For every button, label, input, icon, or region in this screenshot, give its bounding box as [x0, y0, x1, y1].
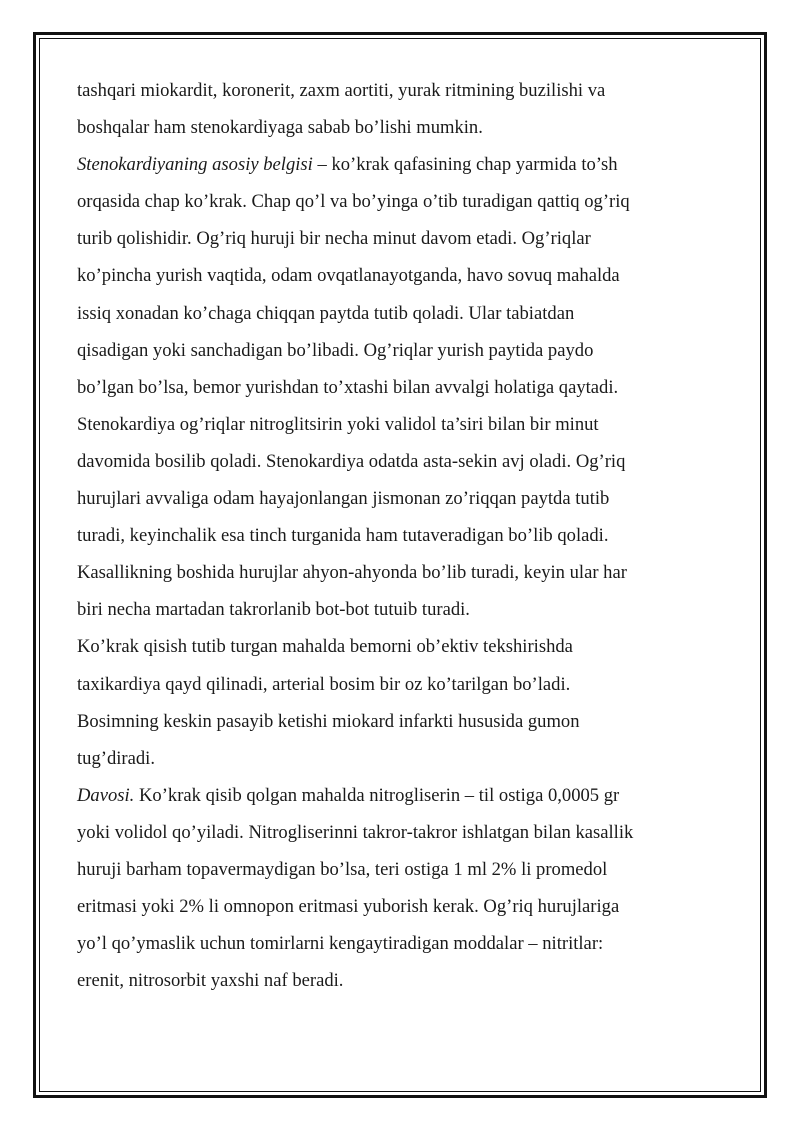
section-heading-treatment: Davosi. [77, 784, 135, 806]
text-line: Stenokardiya og’riqlar nitroglitsirin yoki validol ta’siri bilan bir minut [77, 413, 599, 435]
text-line: ko’pincha yurish vaqtida, odam ovqatlanayotganda, havo sovuq mahalda [77, 265, 620, 287]
text-line: tug’diradi. [77, 747, 155, 769]
text-line: qisadigan yoki sanchadigan bo’libadi. Og’riqlar yurish paytida paydo [77, 339, 594, 361]
text-line: bo’lgan bo’lsa, bemor yurishdan to’xtashi bilan avvalgi holatiga qaytadi. [77, 376, 619, 398]
text-line: orqasida chap ko’krak. Chap qo’l va bo’yinga o’tib turadigan qattiq og’riq [77, 191, 630, 213]
text-line: hurujlari avvaliga odam hayajonlangan jismonan zo’riqqan paytda tutib [77, 488, 610, 510]
text-line: yoki volidol qo’yiladi. Nitrogliserinni takror-takror ishlatgan bilan kasallik [77, 821, 634, 843]
text-line: Stenokardiyaning asosiy belgisi – ko’krak qafasining chap yarmida to’sh [77, 154, 618, 176]
text-line: boshqalar ham stenokardiyaga sabab bo’lishi mumkin. [77, 117, 483, 139]
text-line: tashqari miokardit, koronerit, zaxm aortiti, yurak ritmining buzilishi va [77, 80, 606, 101]
text-line: biri necha martadan takrorlanib bot-bot tutuib turadi. [77, 599, 470, 621]
text-line: erenit, nitrosorbit yaxshi naf beradi. [77, 970, 344, 992]
body-text [77, 72, 737, 999]
text-line: Ko’krak qisish tutib turgan mahalda bemorni ob’ektiv tekshirishda [77, 636, 573, 658]
text-line: Bosimning keskin pasayib ketishi miokard infarkti hususida gumon [77, 710, 580, 732]
text-line: huruji barham topavermaydigan bo’lsa, teri ostiga 1 ml 2% li promedol [77, 858, 608, 880]
section-heading-symptoms: Stenokardiyaning asosiy belgisi [77, 154, 313, 176]
text-line: turadi, keyinchalik esa tinch turganida ham tutaveradigan bo’lib qoladi. [77, 525, 609, 547]
text-line: taxikardiya qayd qilinadi, arterial bosim bir oz ko’tarilgan bo’ladi. [77, 673, 571, 695]
text-line: davomida bosilib qoladi. Stenokardiya odatda asta-sekin avj oladi. Og’riq [77, 450, 626, 472]
text-line: issiq xonadan ko’chaga chiqqan paytda tutib qoladi. Ular tabiatdan [77, 302, 575, 324]
text-line: eritmasi yoki 2% li omnopon eritmasi yuborish kerak. Og’riq hurujlariga [77, 896, 620, 918]
text-line: Davosi. Ko’krak qisib qolgan mahalda nitrogliserin – til ostiga 0,0005 gr [77, 784, 620, 806]
text-line: yo’l qo’ymaslik uchun tomirlarni kengaytiradigan moddalar – nitritlar: [77, 933, 604, 955]
text-line: Kasallikning boshida hurujlar ahyon-ahyonda bo’lib turadi, keyin ular har [77, 562, 627, 584]
text-line: turib qolishidir. Og’riq huruji bir necha minut davom etadi. Og’riqlar [77, 228, 591, 250]
